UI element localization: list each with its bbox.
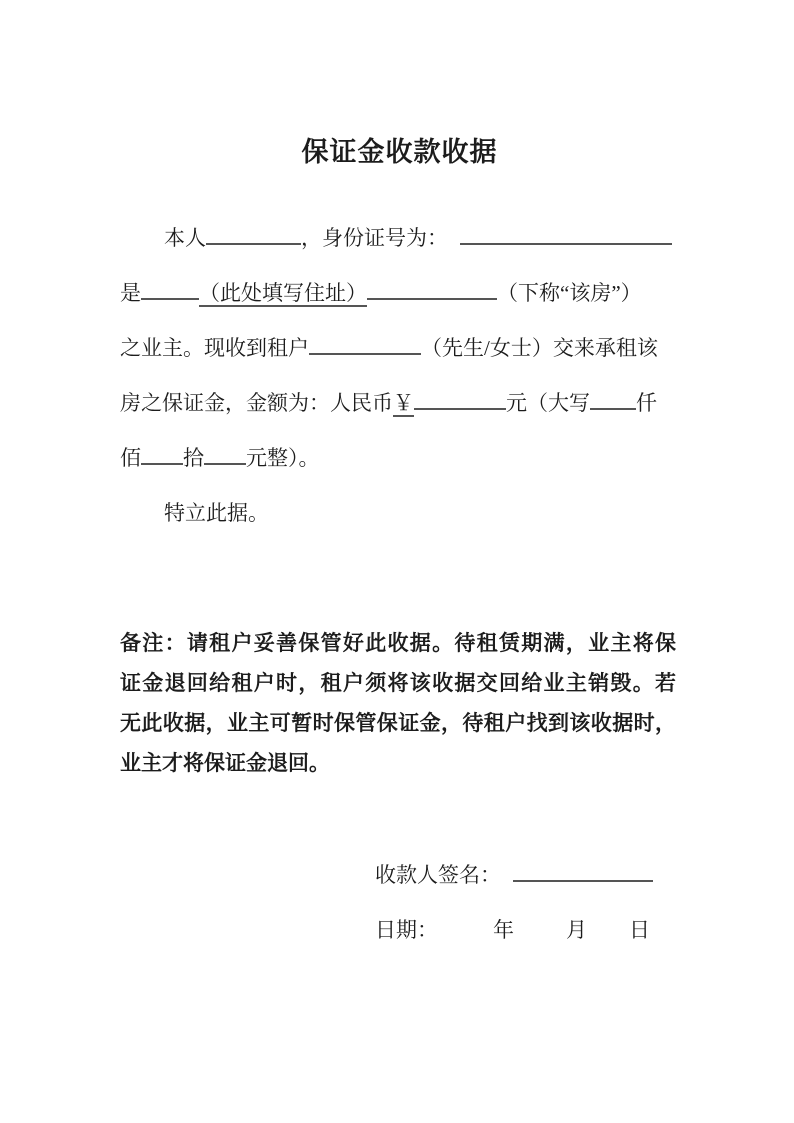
signature-blank xyxy=(513,856,653,882)
form-line-1-mid: ，身份证号为： xyxy=(301,226,448,250)
currency-symbol: ￥ xyxy=(393,391,414,415)
closing-statement: 特立此据。 xyxy=(164,501,269,525)
address-hint: （此处填写住址） xyxy=(199,281,367,305)
form-line-5-pre: 佰 xyxy=(120,446,141,470)
date-line xyxy=(375,903,679,958)
address-blank-post xyxy=(367,274,497,300)
name-blank xyxy=(206,219,301,245)
date-label: 日期： xyxy=(375,918,438,942)
address-blank-pre xyxy=(141,274,199,300)
form-line-5-mid: 拾 xyxy=(183,446,204,470)
document-title: 保证金收款收据 xyxy=(301,137,498,167)
form-line-1 xyxy=(120,211,679,266)
signature-block xyxy=(375,848,679,958)
payee-signature-line xyxy=(375,848,679,903)
year-label: 年 xyxy=(493,918,514,942)
amount-figure-blank xyxy=(414,384,506,410)
tenant-name-blank xyxy=(309,329,421,355)
form-line-2 xyxy=(120,266,679,321)
form-line-4-mid: 元（大写 xyxy=(506,391,590,415)
form-line-4-pre: 房之保证金，金额为：人民币 xyxy=(120,391,393,415)
note-line: 备注：请租户妥善保管好此收据。待租赁期满，业主将保 xyxy=(120,631,676,655)
note-line: 无此收据，业主可暂时保管保证金，待租户找到该收据时， xyxy=(120,711,676,735)
payee-signature-label: 收款人签名： xyxy=(375,863,501,887)
form-line-2-post: （下称“该房”） xyxy=(497,281,642,305)
form-line-5 xyxy=(120,431,679,486)
amount-hundreds-blank xyxy=(141,439,183,465)
form-line-2-pre: 是 xyxy=(120,281,141,305)
form-line-3-pre: 之业主。现收到租户 xyxy=(120,336,309,360)
form-line-3 xyxy=(120,321,679,376)
note-line: 业主才将保证金退回。 xyxy=(120,751,330,775)
amount-thousands-blank xyxy=(590,384,636,410)
form-line-1-pre: 本人 xyxy=(164,226,206,250)
id-number-blank xyxy=(460,219,672,245)
form-line-3-post: （先生/女士）交来承租该 xyxy=(421,336,658,360)
month-label: 月 xyxy=(566,918,587,942)
note-line: 证金退回给租户时，租户须将该收据交回给业主销毁。若 xyxy=(120,671,676,695)
form-line-4-post: 仟 xyxy=(636,391,657,415)
form-line-5-post: 元整）。 xyxy=(246,446,320,470)
note-paragraph xyxy=(120,623,676,783)
form-closing-line xyxy=(120,486,679,541)
day-label: 日 xyxy=(629,918,650,942)
amount-tens-blank xyxy=(204,439,246,465)
form-line-4 xyxy=(120,376,679,431)
